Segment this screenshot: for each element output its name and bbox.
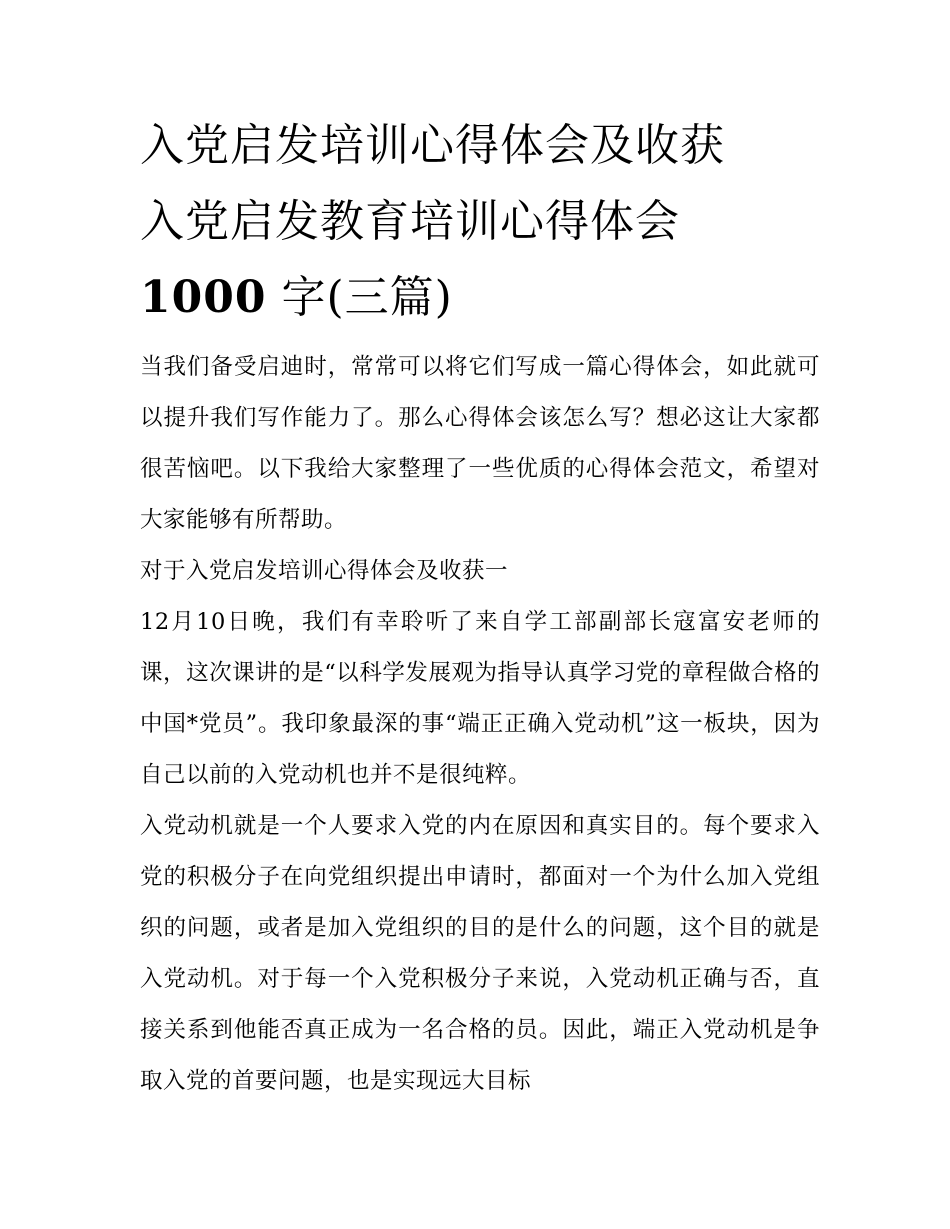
document-title	[140, 108, 820, 336]
title-line-2: 入党启发教育培训心得体会	[140, 196, 680, 247]
title-line-1: 入党启发培训心得体会及收获	[140, 120, 725, 171]
document-page	[140, 108, 820, 1107]
body-paragraph: 12月10日晚，我们有幸聆听了来自学工部副部长寇富安老师的课，这次课讲的是“以科学发展观为指导认真学习党的章程做合格的中国*党员”。我印象最深的事“端正正确入党动机”这一板块，因为自己以前的入党动机也并不是很纯粹。	[140, 609, 820, 788]
title-suffix: 字(三篇)	[281, 272, 453, 323]
title-word-count: 1000	[140, 272, 267, 323]
title-line-3	[140, 260, 820, 336]
section-heading: 对于入党启发培训心得体会及收获一	[140, 558, 509, 584]
body-paragraph: 入党动机就是一个人要求入党的内在原因和真实目的。每个要求入党的积极分子在向党组织提出申请时，都面对一个为什么加入党组织的问题，或者是加入党组织的目的是什么的问题，这个目的就是入党动机。对于每一个入党积极分子来说，入党动机正确与否，直接关系到他能否真正成为一名合格的员。因此，端正入党动机是争取入党的首要问题，也是实现远大目标	[140, 813, 820, 1094]
intro-paragraph: 当我们备受启迪时，常常可以将它们写成一篇心得体会，如此就可以提升我们写作能力了。那么心得体会该怎么写？想必这让大家都很苦恼吧。以下我给大家整理了一些优质的心得体会范文，希望对大家能够有所帮助。	[140, 354, 820, 533]
